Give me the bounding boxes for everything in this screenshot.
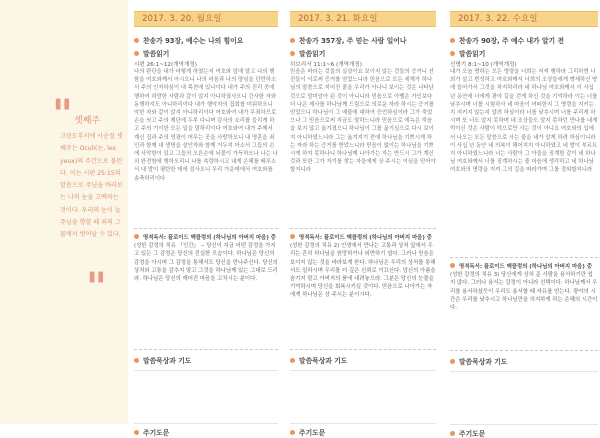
prayer-label: [450, 356, 598, 366]
bullet-icon: [134, 358, 139, 363]
reading-title-text: 영적독서: 플로이드 맥클렁의 (하나님의 아버지 마음) 중: [459, 264, 592, 270]
divider: [290, 349, 436, 350]
divider: [450, 257, 598, 258]
date-bar: 2017. 3. 20. 월요일: [134, 11, 278, 27]
bullet-icon: [450, 38, 455, 43]
sidebar: [0, 0, 128, 424]
sidebar-body: 고린도후서에 사순절 셋째주는 Oculi(눈, les yeux)의 주간으로 불린다. 이는 시편 25:15의 말씀으로 주님을 바라보는 나의 눈을 고백하는 것이다. 우리의 눈이 늘 주님을 향할 때 죄의 그물에서 벗어날 수 있다.: [60, 133, 123, 239]
prayer-notes-area[interactable]: [134, 370, 278, 424]
date-bar: 2017. 3. 22. 수요일: [450, 11, 598, 27]
bullet-icon: [290, 234, 295, 239]
lords-prayer-label: [290, 427, 436, 437]
reading-body: (성한 감정의 치유 3) 당신에게 상처 준 사람을 용서하기란 쉽지 않다. 그러나 용서는 감정이 아니라 선택이다. 하나님께서 우리를 용서하셨듯이 우리도 용서할 때 자유를 얻는다. 광야의 시간은 우리를 낮추시고 하나님만을 의지하게 하는 은혜의 시간이다.: [450, 272, 598, 312]
bullet-icon: [450, 51, 455, 56]
bullet-icon: [134, 430, 139, 435]
prayer-label: [290, 355, 436, 365]
bullet-icon: [290, 38, 295, 43]
reading-title-text: 영적독서: 플로이드 맥클렁의 (하나님의 아버지 마음) 중: [299, 235, 432, 241]
prayer-label-text: 말씀묵상과 기도: [143, 357, 192, 365]
word-title: [450, 48, 598, 58]
reading-body: (성한 감정의 치유 2) 인생에서 만나는 고통과 상처 앞에서 우리는 흔히 하나님을 원망하거나 외면하기 쉽다. 그러나 믿음은 보이지 않는 것을 바라보게 한다. 하나님은 우리의 상처를 통해서도 일하시며 우리를 더 깊은 신뢰로 이끄신다. 당신의 아픔을 숨기지 말고 아버지의 품에 내려놓으라. 그분은 당신의 눈물을 기억하시며 당신을 회복시키실 것이다. 믿음으로 나아가는 자에게 하나님은 상 주시는 분이시다.: [290, 243, 436, 299]
lords-prayer-text: 주기도문: [143, 429, 170, 437]
reading-section: [134, 234, 278, 344]
reading-section: [450, 263, 598, 345]
divider: [134, 349, 278, 350]
word-title-text: 말씀읽기: [459, 50, 486, 58]
prayer-label-text: 말씀묵상과 기도: [299, 357, 348, 365]
hymn-text: 찬송가 93장, 예수는 나의 힘이요: [143, 37, 244, 45]
scripture-ref: 신명기 8:1~10 (개역개정): [450, 62, 517, 68]
reading-body: (성한 감정의 치유 『인간』 -- 당신이 지금 어떤 감정을 가지고 있든 그 감정은 당신의 진실한 모습이다. 하나님은 당신의 감정을 아시며 그 감정을 통해서도 당신을 만나주신다. 당신의 상처와 고통을 감추지 말고 그것을 하나님께 있는 그대로 드리라. 하나님은 당신의 깨어진 마음을 고치시는 분이다.: [134, 243, 278, 283]
prayer-label: [134, 355, 278, 365]
scripture-ref: 히브리서 11:1~6 (개역개정): [290, 62, 362, 68]
divider: [290, 228, 436, 229]
bullet-icon: [450, 359, 455, 364]
scripture-text: 내가 오늘 명하는 모든 명령을 너희는 지켜 행하라 그리하면 너희가 살고 번성하고 여호와께서 너희의 조상들에게 맹세하신 땅에 들어가서 그것을 차지하리라 네 하나님 여호와께서 이 사십 년 동안에 너에게 광야 길을 걷게 하신 것을 기억하라 이는 너를 낮추시며 너를 시험하사 네 마음이 어떠한지 그 명령을 지키는지 지키지 않는지 알려 하심이라 너를 낮추시며 너를 주리게 하시며 또 너도 알지 못하며 네 조상들도 알지 못하던 만나를 네게 먹이신 것은 사람이 떡으로만 사는 것이 아니요 여호와의 입에서 나오는 모든 말씀으로 사는 줄을 네가 알게 하려 하심이니라 이 사십 년 동안 네 의복이 해어지지 아니하였고 네 발이 부르트지 아니하였느니라 너는 사람이 그 아들을 징계함 같이 네 하나님 여호와께서 너를 징계하시는 줄 마음에 생각하고 네 하나님 여호와의 명령을 지켜 그의 길을 따라가며 그를 경외할지니라: [450, 69, 598, 174]
bullet-icon: [450, 263, 455, 268]
bullet-icon: [290, 430, 295, 435]
divider: [134, 228, 278, 229]
bullet-icon: [134, 234, 139, 239]
open-quote-icon: ": [52, 91, 73, 138]
day-column-monday: [134, 0, 278, 437]
hymn-line: [450, 35, 598, 45]
bullet-icon: [450, 431, 455, 436]
close-quote-icon: ": [86, 264, 107, 311]
bullet-icon: [290, 51, 295, 56]
scripture-text: 나의 판단을 내가 어떻게 하였는지 여호와 앞에 알고 나의 행함을 여호와께서 아시오니 나의 마음과 나의 양심을 단련하소서 주의 인자하심이 내 목전에 있나이다 내가 주의 진리 중에 행하여 허망한 사람과 같이 앉지 아니하였사오니 간사한 자와 동행하지도 아니하리이다 내가 행악자의 집회를 미워하오니 악한 자와 같이 앉지 아니하리이다 여호와여 내가 무죄하므로 손을 씻고 주의 제단에 두루 다니며 감사의 소리를 들리게 하고 주의 기이한 모든 일을 말하리이다 여호와여 내가 주께서 계신 집과 주의 영광이 머무는 곳을 사랑하오니 내 영혼을 죄인과 함께 내 생명을 살인자와 함께 거두지 마소서 그들의 손에 사악함이 있고 그들의 오른손에 뇌물이 가득하오나 나는 나의 완전함에 행하오리니 나를 속량하시고 내게 은혜를 베푸소서 내 발이 평탄한 데에 섰사오니 무리 가운데에서 여호와를 송축하리이다: [134, 69, 278, 182]
word-title: [290, 48, 436, 58]
divider: [450, 350, 598, 351]
bullet-icon: [290, 358, 295, 363]
scripture-ref: 시편 26:1~12(개역개정): [134, 62, 197, 68]
word-title-text: 말씀읽기: [299, 50, 326, 58]
hymn-line: [134, 35, 278, 45]
lords-prayer-label: [134, 427, 278, 437]
prayer-notes-area[interactable]: [290, 370, 436, 424]
sidebar-title: 셋째주: [74, 116, 101, 126]
prayer-label-text: 말씀묵상과 기도: [459, 358, 508, 366]
reading-title-text: 영적독서: 플로이드 맥클렁의 (하나님의 아버지 마음) 중: [143, 235, 276, 241]
reading-section: [290, 234, 436, 344]
hymn-text: 찬송가 90장, 주 예수 내가 알기 전: [459, 37, 565, 45]
day-column-wednesday: [450, 0, 598, 438]
bullet-icon: [134, 38, 139, 43]
word-title-text: 말씀읽기: [143, 50, 170, 58]
reading-title: [134, 234, 278, 242]
lords-prayer-text: 주기도문: [459, 430, 486, 438]
prayer-notes-area[interactable]: [450, 371, 598, 425]
lords-prayer-text: 주기도문: [299, 429, 326, 437]
hymn-text: 찬송가 357장, 주 믿는 사람 일어나: [299, 37, 407, 45]
day-column-tuesday: [290, 0, 436, 437]
reading-title: [290, 234, 436, 242]
reading-title: [450, 263, 598, 271]
scripture-text: 믿음은 바라는 것들의 실상이요 보이지 않는 것들의 증거니 선진들이 이로써 증거를 얻었느니라 믿음으로 모든 세계가 하나님의 말씀으로 지어진 줄을 우리가 아나니 보이는 것은 나타난 것으로 말미암아 된 것이 아니니라 믿음으로 아벨은 가인보다 더 나은 제사를 하나님께 드림으로 의로운 자라 하시는 증거를 얻었으니 하나님이 그 예물에 대하여 증언하심이라 그가 죽었으나 그 믿음으로써 지금도 말하느니라 믿음으로 에녹은 죽음을 보지 않고 옮겨졌으니 하나님이 그를 옮기심으로 다시 보이지 아니하였느니라 그는 옮겨지기 전에 하나님을 기쁘시게 하는 자라 하는 증거를 받았느니라 믿음이 없이는 하나님을 기쁘시게 하지 못하나니 하나님께 나아가는 자는 반드시 그가 계신 것과 또한 그가 자기를 찾는 자들에게 상 주시는 이심을 믿어야 할지니라: [290, 69, 436, 174]
date-bar: 2017. 3. 21. 화요일: [290, 11, 436, 27]
lords-prayer-label: [450, 428, 598, 438]
hymn-line: [290, 35, 436, 45]
bullet-icon: [134, 51, 139, 56]
word-title: [134, 48, 278, 58]
